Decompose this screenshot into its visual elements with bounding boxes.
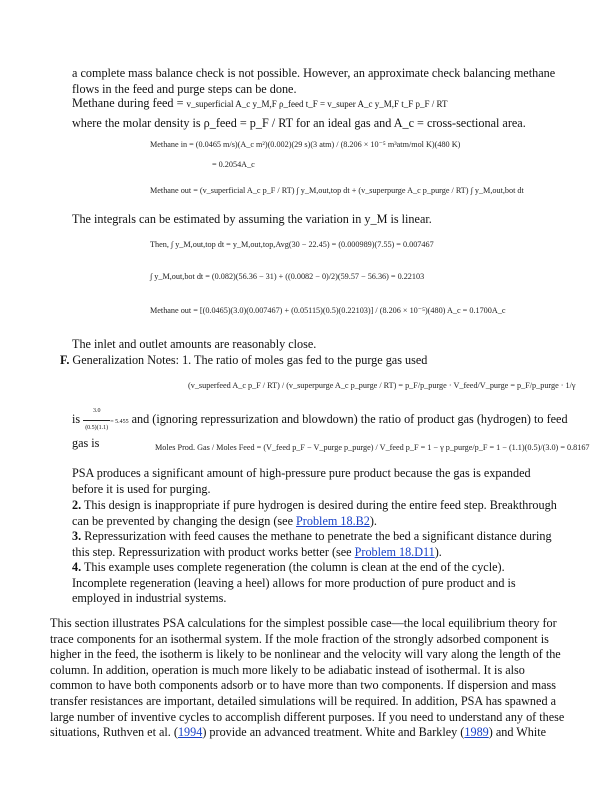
final-paragraph-text: This section illustrates PSA calculations for the simplest possible case—the local equilibrium theory for trace components for an isothermal system. If the mole fraction of the strongly adsorbed component is higher in the feed, the isotherm is likely to be nonlinear and the velocity will vary along the length of the column. In addition, operation is much more likely to be adiabatic instead of isothermal. It is also common to have both components adsorb or to have more than two components. If dispersion and mass transfer resistances are important, detailed simulations will be required. In addition, PSA has spawned a large number of inventive cycles to accomplish different purposes. If you need to understand any of these situations, Ruthven et al. ( [50,616,565,740]
note-text: Repressurization with feed causes the methane to penetrate the bed a significant distance during this step. Repressurization with product works better (see [72,529,552,559]
note-item [72,560,562,607]
generalization-line [60,353,427,369]
final-paragraph-mid: ) provide an advanced treatment. White and Barkley ( [202,725,465,740]
methane-feed-label: Methane during feed = [72,96,187,110]
citation-link-1989[interactable]: 1989 [464,725,489,740]
equation-methane-in-result: = 0.2054A_c [212,160,255,169]
equation-integral-top: Then, ∫ y_M,out,top dt = y_M,out,top,Avg(30 − 22.45) = (0.000989)(7.55) = 0.007467 [150,240,434,249]
problem-link[interactable]: Problem 18.B2 [296,513,370,528]
final-paragraph [50,616,565,741]
equation-block-integrals [150,232,506,328]
integrals-text: The integrals can be estimated by assuming the variation in y_M is linear. [72,212,432,226]
note-text: This example uses complete regeneration (the column is clean at the end of the cycle). Incomplete regeneration (leaving a heel) allows for more production of pure product and is employed in industrial systems. [72,560,516,606]
is-fraction-denominator: (0.5)(1.1) [85,424,109,431]
is-fraction [83,404,110,436]
equation-methane-out: Methane out = (v_superficial A_c p_F / RT) ∫ y_M,out,top dt + (v_superpurge A_c p_purge / RT) ∫ y_M,out,bot dt [150,186,524,195]
psa-text: PSA produces a significant amount of high-pressure pure product because the gas is expanded before it is used for purging. [72,466,531,496]
intro-paragraph: a complete mass balance check is not possible. However, an approximate check balancing methane flows in the feed and purge steps can be done. [72,66,556,96]
final-paragraph-after: ) and White [488,725,547,740]
note-text-after: ). [369,513,377,528]
note-number: 4. [72,560,82,574]
equation-feed-purge-ratio: (v_superfeed A_c p_F / RT) / (v_superpurge A_c p_purge / RT) = p_F/p_purge · V_feed/V_purge = p_F/p_purge · 1/γ [188,381,576,390]
equation-integral-bottom: ∫ y_M,out,bot dt = (0.082)(56.36 − 31) + ((0.0082 − 0)/2)(59.57 − 56.36) = 0.22103 [150,272,425,281]
methane-feed-expression: v_superficial A_c y_M,F ρ_feed t_F = v_super A_c y_M,F t_F p_F / RT [186,99,448,109]
equation-methane-out-result: Methane out = [(0.0465)(3.0)(0.007467) + (0.05115)(0.5)(0.22103)] / (8.206 × 10⁻⁵)(480) A_c = 0.1700A_c [150,306,506,315]
product-text: and (ignoring repressurization and blowdown) the ratio of product gas (hydrogen) to feed gas is [72,411,568,451]
is-value: = 5.455 [110,418,129,425]
problem-link[interactable]: Problem 18.D11 [354,544,435,559]
citation-link-1994[interactable]: 1994 [177,725,203,740]
equation-methane-in: Methane in = (0.0465 m/s)(A_c m²)(0.002)(29 s)(3 atm) / (8.206 × 10⁻⁵ m³atm/mol K)(480 K) [150,140,461,149]
equation-block-product [155,434,590,464]
note-item [72,529,562,560]
methane-feed-line [72,96,448,113]
molar-density-text: where the molar density is ρ_feed = p_F / RT for an ideal gas and A_c = cross-sectional area. [72,116,526,130]
note-text-after: ). [434,544,442,559]
equation-block-methane [150,134,524,212]
generalization-label: F. [60,353,70,367]
note-number: 2. [72,498,82,512]
note-item [72,498,562,529]
inlet-outlet-text: The inlet and outlet amounts are reasonably close. [72,337,317,351]
note-text: This design is inappropriate if pure hydrogen is desired during the entire feed step. Breakthrough can be prevented by changing the design (see [72,498,557,528]
note-number: 3. [72,529,82,543]
is-fraction-numerator: 3.0 [83,404,110,421]
equation-block-ratio [188,372,576,402]
is-label: is [72,411,81,426]
generalization-text: Generalization Notes: 1. The ratio of moles gas fed to the purge gas used [72,353,428,367]
equation-product-ratio: Moles Prod. Gas / Moles Feed = (V_feed p_F − V_purge p_purge) / V_feed p_F = 1 − γ p_purge/p_F = 1 − (1.1)(0.5)/(3.0) = 0.8167 [155,443,590,452]
